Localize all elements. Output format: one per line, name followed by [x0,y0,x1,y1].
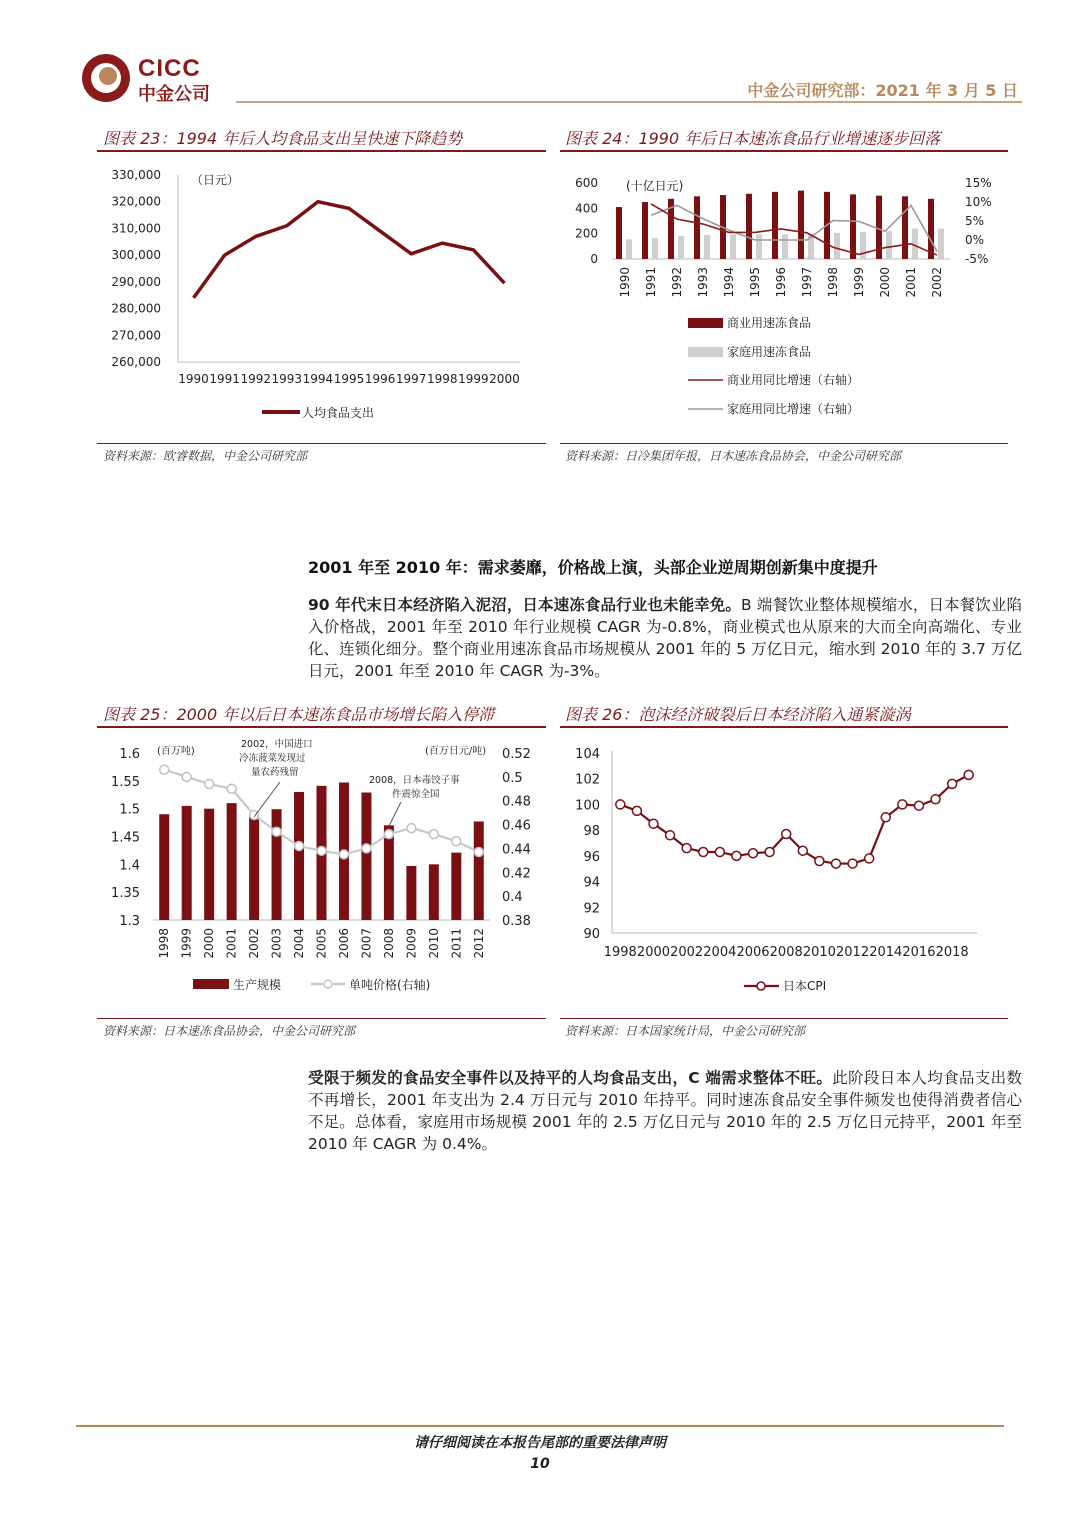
fig26-y-tick: 104 [575,747,600,762]
fig23-x-tick: 1996 [364,372,396,386]
fig26-cpi-point [831,859,840,868]
fig26-y-tick: 94 [583,875,600,891]
fig26-x-tick: 2016 [902,945,936,960]
fig25-x-tick: 2001 [224,928,239,959]
fig25-x-tick: 2009 [404,928,419,959]
fig26-x-tick: 2002 [670,945,704,960]
fig23-x-tick: 1998 [426,372,458,386]
fig26-source-rule [560,1018,1008,1019]
fig26-x-tick: 2008 [769,945,803,960]
fig24-x-tick: 1990 [618,267,632,298]
fig24-bar-commercial [798,191,804,259]
fig26-cpi-point [964,770,973,779]
fig26-y-tick: 92 [583,901,600,917]
fig25-price-point [474,848,483,857]
fig24-y-right-tick: -5% [965,252,989,266]
fig25-y-right-tick: 0.5 [502,770,523,786]
fig23-title-rule [97,150,546,152]
fig24-legend-household-growth: 家庭用同比增速（右轴） [727,402,860,416]
logo-chinese: 中金公司 [138,84,210,105]
fig25-legend-swatch-production [193,979,229,989]
fig26-y-tick: 98 [583,824,600,840]
fig23-x-tick: 1993 [271,372,303,386]
fig23-x-tick: 1994 [302,372,334,386]
fig25-y-left-tick: 1.6 [119,747,140,762]
fig24-bar-commercial [746,194,752,259]
fig25-price-point [272,827,281,836]
fig24-bar-household [704,235,710,259]
fig26-x-tick: 2012 [836,945,870,960]
fig26-cpi-point [948,779,957,788]
fig25-x-tick: 2002 [247,928,262,959]
fig25-bar-production [406,866,416,920]
footer-divider [76,1425,1004,1427]
fig25-title-rule [97,726,546,728]
fig26-cpi-point [649,819,658,828]
fig24-bar-household [730,234,736,259]
fig24-bar-commercial [902,196,908,259]
fig24-bar-commercial [850,194,856,259]
paragraph-1-body: B 端餐饮业整体规模缩水，日本餐饮业陷入价格战，2001 年至 2010 年行业规模 CAGR 为-0.8%，商业模式也从原来的大而全向高端化、专业化、连锁化细分。整个商业用速冻食品市场规模从 2001 年的 5 万亿日元，缩水到 2010 年的 3.7 万亿日元，2001 年至 2010 年 CAGR 为-3%。 [308,596,1023,680]
fig24-x-tick: 1999 [852,267,866,298]
paragraph-2-lead: 受限于频发的食品安全事件以及持平的人均食品支出，C 端需求整体不旺。 [308,1069,833,1087]
fig24-x-tick: 1993 [696,267,710,298]
fig26-chart [560,730,1010,1015]
fig25-x-tick: 1998 [157,928,172,959]
fig24-chart [560,155,1010,440]
fig26-cpi-point [898,800,907,809]
fig24-bar-household [678,236,684,259]
fig24-x-tick: 1998 [826,267,840,298]
fig25-unit-left: (百万吨) [157,746,195,757]
fig26-cpi-point [848,859,857,868]
fig25-bar-production [159,814,169,920]
fig26-title-rule [560,726,1008,728]
fig25-y-right-tick: 0.42 [502,866,531,882]
fig25-bar-production [294,792,304,920]
fig26-cpi-point [914,801,923,810]
fig25-bar-production [204,809,214,920]
fig25-price-point [160,765,169,774]
fig26-cpi-point [931,795,940,804]
fig26-legend-marker [757,982,765,990]
fig25-x-tick: 2000 [202,928,217,959]
fig23-x-tick: 1995 [333,372,365,386]
fig24-bar-household [938,229,944,259]
fig26-cpi-point [765,848,774,857]
paragraph-2-body: 此阶段日本人均食品支出数不再增长，2001 年支出为 2.4 万日元与 2010 年持平。同时速冻食品安全事件频发也使得消费者信心不足。总体看，家庭用市场规模 2001 年的 2.5 万亿日元与 2010 年的 2.5 万亿日元持平，2001 年至 2010 年 CAGR 为 0.4%。 [308,1069,1022,1153]
fig25-bar-production [249,816,259,920]
paragraph-1 [308,594,1022,682]
fig24-bar-household [626,239,632,259]
fig23-y-tick: 320,000 [111,194,161,209]
fig23-x-tick: 1997 [395,372,427,386]
fig24-x-tick: 2001 [904,267,918,298]
fig24-bar-household [860,232,866,259]
fig25-bar-production [182,806,192,920]
logo-latin: CICC [138,55,201,82]
fig23-y-tick: 330,000 [111,168,161,182]
fig24-legend-swatch-commercial [688,318,723,328]
fig25-y-right-tick: 0.48 [502,794,531,810]
fig25-x-tick: 2012 [471,928,486,959]
fig26-y-tick: 90 [583,927,600,942]
fig24-x-tick: 2000 [878,267,892,298]
fig25-bar-production [474,821,484,920]
fig25-y-left-tick: 1.45 [111,830,140,846]
fig23-source-rule [97,443,546,444]
fig24-bar-commercial [616,207,622,259]
fig25-y-left-tick: 1.4 [119,858,140,874]
fig26-cpi-point [815,857,824,866]
fig25-bar-production [227,803,237,920]
fig26-y-tick: 102 [575,772,600,788]
fig24-x-tick: 1996 [774,267,788,298]
fig24-legend-swatch-household [688,347,723,357]
fig26-cpi-point [715,848,724,857]
fig26-x-tick: 2014 [869,945,903,960]
fig25-price-point [407,824,416,833]
fig26-title: 图表 26：泡沫经济破裂后日本经济陷入通紧漩涡 [565,705,911,724]
fig23-x-tick: 1992 [240,372,272,386]
fig25-price-point [339,850,348,859]
fig24-y-left-tick: 0 [590,252,598,266]
fig24-bar-household [782,234,788,259]
fig25-legend-marker-price [324,980,332,988]
fig26-cpi-point [682,844,691,853]
fig25-x-tick: 2010 [426,928,441,959]
fig23-chart [97,155,547,440]
fig25-x-tick: 2007 [359,928,374,959]
fig25-y-right-tick: 0.52 [502,747,531,762]
fig25-y-left-tick: 1.35 [111,886,140,902]
fig26-x-tick: 2004 [703,945,737,960]
fig25-x-tick: 2005 [314,928,329,959]
fig26-cpi-point [699,848,708,857]
fig24-bar-commercial [694,196,700,259]
fig25-annotation-2008-pointer [389,802,401,826]
fig25-y-right-tick: 0.44 [502,842,531,858]
fig23-y-tick: 290,000 [111,274,161,289]
page-number: 10 [530,1456,550,1472]
fig24-y-right-tick: 15% [965,176,992,190]
fig26-cpi-point [749,849,758,858]
fig24-legend-commercial: 商业用速冻食品 [727,316,812,330]
fig24-y-right-tick: 0% [965,233,985,247]
fig24-household-growth-line [651,205,937,251]
fig23-x-tick: 1999 [458,372,489,386]
fig25-y-left-tick: 1.3 [119,914,140,929]
fig24-x-tick: 1991 [644,267,658,298]
fig23-title: 图表 23：1994 年后人均食品支出呈快速下降趋势 [103,129,463,148]
fig24-y-left-tick: 200 [575,226,598,241]
fig24-source: 资料来源：日冷集团年报，日本速冻食品协会，中金公司研究部 [565,449,902,463]
fig26-cpi-point [666,831,675,840]
fig25-title: 图表 25：2000 年以后日本速冻食品市场增长陷入停滞 [103,705,495,724]
fig26-cpi-point [732,851,741,860]
fig24-x-tick: 1997 [800,267,814,298]
fig25-price-point [452,837,461,846]
fig24-commercial-growth-line [651,204,937,255]
fig23-unit-label: （日元） [191,173,240,187]
fig24-bar-commercial [928,199,934,259]
fig25-price-point [205,780,214,789]
fig24-x-tick: 1992 [670,267,684,298]
fig26-source: 资料来源：日本国家统计局，中金公司研究部 [565,1024,806,1038]
paragraph-2 [308,1067,1022,1155]
fig23-source: 资料来源：欧睿数据，中金公司研究部 [103,449,308,463]
fig23-y-tick: 270,000 [111,328,161,343]
fig26-x-tick: 2010 [802,945,836,960]
fig25-annotation-2002-l3: 量农药残留 [251,767,299,778]
fig25-price-point [362,844,371,853]
fig25-x-tick: 2003 [269,928,284,959]
fig26-legend-label: 日本CPI [783,979,827,993]
fig24-bar-household [834,233,840,259]
fig26-y-tick: 100 [575,798,600,814]
footer-legal-note: 请仔细阅读在本报告尾部的重要法律声明 [414,1435,666,1451]
fig24-x-tick: 1995 [748,267,762,298]
fig26-x-tick: 2000 [636,945,671,960]
fig25-annotation-2002-l2: 冷冻菠菜发现过 [239,753,306,764]
fig24-y-left-tick: 400 [575,201,598,216]
fig26-x-tick: 2018 [935,945,969,960]
fig24-legend-commercial-growth: 商业用同比增速（右轴） [727,373,860,387]
fig26-x-tick: 2006 [736,945,770,960]
fig23-legend-label: 人均食品支出 [302,406,375,420]
fig25-x-tick: 2008 [381,928,396,959]
fig24-title-rule [560,150,1008,152]
fig25-annotation-2008-l1: 2008，日本毒饺子事 [369,775,460,786]
fig24-source-rule [560,443,1008,444]
fig25-chart [97,730,547,1015]
fig25-x-tick: 2006 [336,928,351,959]
fig25-annotation-2008-l2: 件震惊全国 [392,789,440,800]
fig24-bar-commercial [772,192,778,259]
fig26-cpi-point [881,813,890,822]
fig24-bar-commercial [642,202,648,259]
fig25-x-tick: 2011 [449,928,464,959]
fig25-legend-price: 单吨价格(右轴) [349,978,431,992]
fig25-source: 资料来源：日本速冻食品协会，中金公司研究部 [103,1024,356,1038]
fig26-y-tick: 96 [583,849,600,865]
fig24-y-left-tick: 600 [575,176,598,190]
fig26-cpi-point [865,854,874,863]
fig25-unit-right: (百万日元/吨) [425,746,487,757]
header-dept-date: 中金公司研究部：2021 年 3 月 5 日 [747,81,1018,100]
fig26-cpi-line [620,775,968,864]
fig25-bar-production [384,825,394,920]
fig26-cpi-point [782,830,791,839]
fig24-bar-household [756,234,762,259]
fig23-y-tick: 300,000 [111,248,161,263]
fig26-cpi-point [798,846,807,855]
fig24-bar-household [652,238,658,259]
fig26-cpi-point [616,800,625,809]
fig25-price-point [384,830,393,839]
fig25-annotation-2002-l1: 2002，中国进口 [241,739,313,750]
fig23-y-tick: 310,000 [111,221,161,236]
fig24-y-right-tick: 10% [965,195,992,209]
fig25-price-point [317,846,326,855]
fig24-title: 图表 24：1990 年后日本速冻食品行业增速逐步回落 [565,129,941,148]
fig24-x-tick: 1994 [722,267,736,298]
fig25-bar-production [451,853,461,920]
fig25-bar-production [361,793,371,920]
fig25-y-right-tick: 0.46 [502,818,531,834]
fig25-bar-production [429,864,439,920]
fig23-y-tick: 280,000 [111,301,161,316]
fig25-price-point [182,772,191,781]
fig25-x-tick: 2004 [292,928,307,959]
paragraph-1-lead: 90 年代末日本经济陷入泥沼，日本速冻食品行业也未能幸免。 [308,596,742,614]
fig25-y-right-tick: 0.4 [502,890,523,906]
fig25-y-left-tick: 1.5 [119,802,140,818]
fig25-legend-production: 生产规模 [233,978,282,992]
fig23-x-tick: 2000 [489,372,520,386]
fig25-x-tick: 1999 [179,928,194,959]
section-heading: 2001 年至 2010 年：需求萎靡，价格战上演，头部企业逆周期创新集中度提升 [308,558,878,577]
header-divider [236,101,1022,103]
fig24-y-right-tick: 5% [965,214,985,228]
fig23-y-tick: 260,000 [111,355,161,369]
fig25-price-point [227,784,236,793]
fig25-price-point [295,842,304,851]
fig24-legend-household: 家庭用速冻食品 [727,345,812,359]
fig23-series-line [194,202,505,298]
fig25-bar-production [272,809,282,920]
fig25-source-rule [97,1018,546,1019]
fig24-bar-household [886,231,892,259]
fig23-x-tick: 1991 [209,372,240,386]
cicc-logo-mark [80,52,136,104]
fig25-y-right-tick: 0.38 [502,914,531,929]
fig23-x-tick: 1990 [178,372,209,386]
fig26-cpi-point [632,806,641,815]
fig25-price-point [429,830,438,839]
fig24-x-tick: 2002 [930,267,944,298]
fig25-y-left-tick: 1.55 [111,774,140,790]
fig26-x-tick: 1998 [603,945,637,960]
fig24-unit-label: (十亿日元) [626,179,684,193]
